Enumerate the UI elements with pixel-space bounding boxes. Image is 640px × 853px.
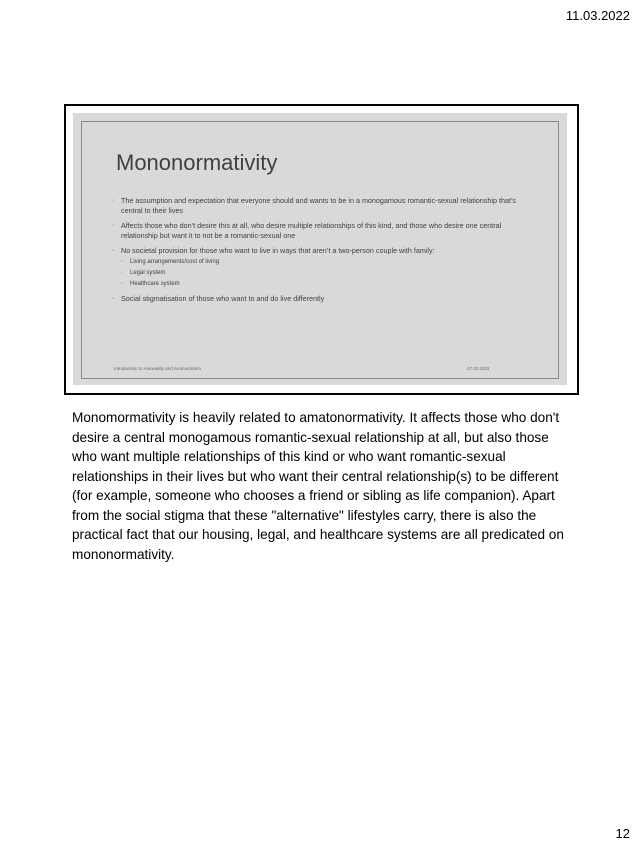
slide-footer-title: Introduction to Asexuality and Aromanticism bbox=[114, 366, 202, 371]
print-date: 11.03.2022 bbox=[565, 8, 630, 23]
slide-thumbnail-frame bbox=[64, 104, 579, 395]
bullet: ▫ Affects those who don’t desire this at all, who desire multiple relationships of this kind, and those who desire one central relationship but want it to not be a romantic-sexual one bbox=[112, 221, 522, 241]
bullet-list bbox=[112, 196, 522, 309]
bullet: ▫ No societal provision for those who want to live in ways that aren’t a two-person couple with family: bbox=[112, 246, 522, 256]
page-number: 12 bbox=[615, 826, 630, 841]
bullet: ▫ The assumption and expectation that everyone should and wants to be in a monogamous romantic-sexual relationship that’s central to their lives bbox=[112, 196, 522, 216]
slide-footer-date: 27.02.2022 bbox=[467, 366, 490, 371]
bullet: ▫ Social stigmatisation of those who want to and do live differently bbox=[112, 294, 522, 304]
sub-bullet: ▫ Living arrangements/cost of living bbox=[112, 257, 522, 267]
slide bbox=[73, 113, 567, 385]
sub-bullet: ▫ Legal system bbox=[112, 268, 522, 278]
sub-bullet: ▫ Healthcare system bbox=[112, 279, 522, 289]
speaker-notes: Monomormativity is heavily related to amatonormativity. It affects those who don't desire a central monogamous romantic-sexual relationship at all, but also those who want multiple relationships of this kind or who want romantic-sexual relationships in their lives but who want their central relationship(s) to be different (for example, someone who chooses a friend or sibling as life companion). Apart from the social stigma that these "alternative" lifestyles carry, there is also the practical fact that our housing, legal, and healthcare systems are all predicated on mononormativity. bbox=[72, 410, 564, 562]
slide-title: Mononormativity bbox=[116, 150, 278, 175]
slide-border bbox=[81, 121, 559, 379]
